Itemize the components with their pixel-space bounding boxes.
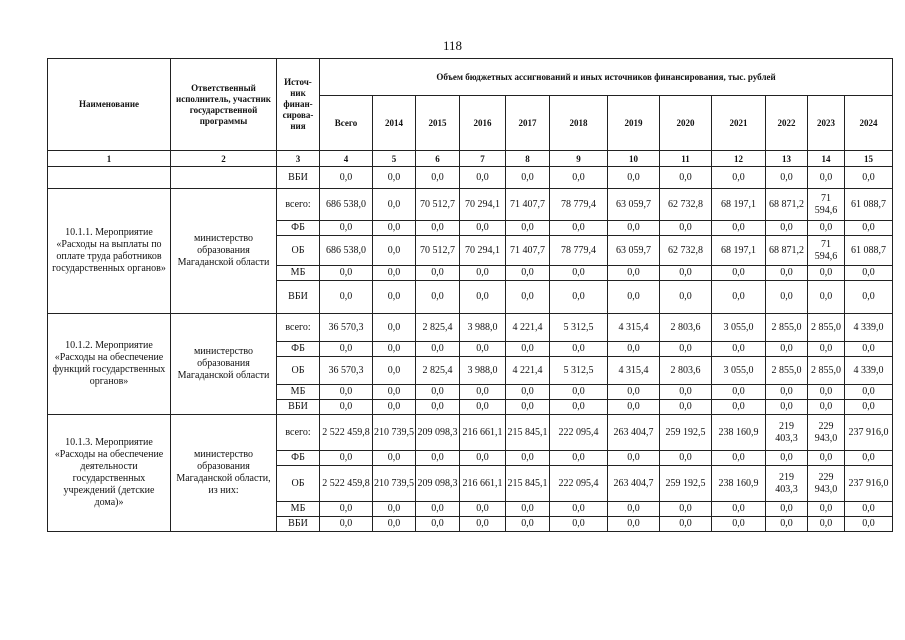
source-cell: всего: xyxy=(277,415,320,451)
year-value-cell: 0,0 xyxy=(608,517,660,532)
year-value-cell: 0,0 xyxy=(660,342,712,357)
measure-name: 10.1.3. Мероприятие «Расходы на обеспечение деятельности государственных учреждений (детские дома)» xyxy=(48,415,171,532)
year-value-cell: 0,0 xyxy=(550,281,608,314)
year-value-cell: 71 594,6 xyxy=(808,236,845,266)
total-cell: 36 570,3 xyxy=(320,357,373,385)
year-value-cell: 0,0 xyxy=(373,281,416,314)
year-value-cell: 4 339,0 xyxy=(845,357,893,385)
year-value-cell: 0,0 xyxy=(660,517,712,532)
year-value-cell: 229 943,0 xyxy=(808,415,845,451)
header-year: 2022 xyxy=(766,96,808,151)
year-value-cell: 0,0 xyxy=(506,451,550,466)
header-total: Всего xyxy=(320,96,373,151)
year-value-cell: 4 315,4 xyxy=(608,314,660,342)
year-value-cell: 0,0 xyxy=(766,385,808,400)
year-value-cell: 210 739,5 xyxy=(373,466,416,502)
year-value-cell: 0,0 xyxy=(712,385,766,400)
year-value-cell: 0,0 xyxy=(416,502,460,517)
total-cell: 0,0 xyxy=(320,281,373,314)
table-row xyxy=(48,189,893,221)
responsible-executor: министерство образования Магаданской области, из них: xyxy=(171,415,277,532)
year-value-cell: 0,0 xyxy=(808,281,845,314)
total-cell: 2 522 459,8 xyxy=(320,466,373,502)
source-cell: ВБИ xyxy=(277,281,320,314)
year-value-cell: 0,0 xyxy=(416,451,460,466)
year-value-cell: 0,0 xyxy=(373,189,416,221)
year-value-cell: 3 988,0 xyxy=(460,357,506,385)
source-cell: ОБ xyxy=(277,466,320,502)
year-value-cell: 0,0 xyxy=(608,281,660,314)
year-value-cell: 0,0 xyxy=(712,281,766,314)
year-value-cell: 237 916,0 xyxy=(845,466,893,502)
year-value-cell: 0,0 xyxy=(506,385,550,400)
year-value-cell: 237 916,0 xyxy=(845,415,893,451)
year-value-cell: 0,0 xyxy=(808,221,845,236)
year-value-cell: 0,0 xyxy=(416,281,460,314)
year-value-cell: 0,0 xyxy=(845,167,893,189)
year-value-cell: 68 197,1 xyxy=(712,189,766,221)
year-value-cell: 210 739,5 xyxy=(373,415,416,451)
header-year: 2016 xyxy=(460,96,506,151)
year-value-cell: 0,0 xyxy=(506,400,550,415)
year-value-cell: 0,0 xyxy=(845,451,893,466)
year-value-cell: 5 312,5 xyxy=(550,357,608,385)
year-value-cell: 0,0 xyxy=(373,221,416,236)
year-value-cell: 0,0 xyxy=(608,167,660,189)
year-value-cell: 0,0 xyxy=(416,221,460,236)
year-value-cell: 0,0 xyxy=(766,167,808,189)
year-value-cell: 219 403,3 xyxy=(766,415,808,451)
year-value-cell: 0,0 xyxy=(766,517,808,532)
year-value-cell: 63 059,7 xyxy=(608,189,660,221)
column-number: 9 xyxy=(550,151,608,167)
year-value-cell: 4 221,4 xyxy=(506,314,550,342)
year-value-cell: 0,0 xyxy=(416,266,460,281)
year-value-cell: 0,0 xyxy=(550,342,608,357)
source-cell: ВБИ xyxy=(277,517,320,532)
year-value-cell: 0,0 xyxy=(808,517,845,532)
responsible-executor: министерство образования Магаданской области xyxy=(171,189,277,314)
year-value-cell: 0,0 xyxy=(845,502,893,517)
header-year: 2018 xyxy=(550,96,608,151)
year-value-cell: 0,0 xyxy=(608,502,660,517)
year-value-cell: 0,0 xyxy=(460,266,506,281)
year-value-cell: 0,0 xyxy=(506,502,550,517)
year-value-cell: 0,0 xyxy=(460,502,506,517)
year-value-cell: 0,0 xyxy=(460,385,506,400)
year-value-cell: 216 661,1 xyxy=(460,466,506,502)
source-cell: ФБ xyxy=(277,451,320,466)
year-value-cell: 68 871,2 xyxy=(766,236,808,266)
year-value-cell: 3 055,0 xyxy=(712,314,766,342)
year-value-cell: 0,0 xyxy=(550,502,608,517)
year-value-cell: 0,0 xyxy=(506,281,550,314)
year-value-cell: 0,0 xyxy=(373,357,416,385)
year-value-cell: 2 803,6 xyxy=(660,314,712,342)
source-cell: ОБ xyxy=(277,357,320,385)
year-value-cell: 0,0 xyxy=(416,167,460,189)
source-cell: всего: xyxy=(277,314,320,342)
year-value-cell: 61 088,7 xyxy=(845,236,893,266)
year-value-cell: 0,0 xyxy=(660,281,712,314)
year-value-cell: 222 095,4 xyxy=(550,415,608,451)
year-value-cell: 0,0 xyxy=(373,385,416,400)
year-value-cell: 0,0 xyxy=(608,266,660,281)
source-cell: МБ xyxy=(277,385,320,400)
column-number: 7 xyxy=(460,151,506,167)
year-value-cell: 0,0 xyxy=(712,266,766,281)
year-value-cell: 0,0 xyxy=(373,517,416,532)
year-value-cell: 70 512,7 xyxy=(416,189,460,221)
year-value-cell: 0,0 xyxy=(845,266,893,281)
year-value-cell: 2 855,0 xyxy=(766,357,808,385)
source-cell: ФБ xyxy=(277,221,320,236)
year-value-cell: 70 512,7 xyxy=(416,236,460,266)
year-value-cell: 2 825,4 xyxy=(416,357,460,385)
year-value-cell: 215 845,1 xyxy=(506,466,550,502)
year-value-cell: 71 594,6 xyxy=(808,189,845,221)
year-value-cell: 0,0 xyxy=(373,502,416,517)
header-year: 2023 xyxy=(808,96,845,151)
year-value-cell: 61 088,7 xyxy=(845,189,893,221)
year-value-cell: 238 160,9 xyxy=(712,466,766,502)
year-value-cell: 0,0 xyxy=(550,400,608,415)
year-value-cell: 0,0 xyxy=(845,517,893,532)
year-value-cell: 0,0 xyxy=(712,400,766,415)
year-value-cell: 0,0 xyxy=(608,451,660,466)
column-number: 3 xyxy=(277,151,320,167)
year-value-cell: 0,0 xyxy=(660,400,712,415)
header-responsible: Ответственный исполнитель, участник государственной программы xyxy=(171,59,277,151)
column-number: 13 xyxy=(766,151,808,167)
total-cell: 36 570,3 xyxy=(320,314,373,342)
year-value-cell: 216 661,1 xyxy=(460,415,506,451)
year-value-cell: 0,0 xyxy=(373,342,416,357)
year-value-cell: 0,0 xyxy=(416,385,460,400)
source-cell: ВБИ xyxy=(277,400,320,415)
total-cell: 0,0 xyxy=(320,221,373,236)
total-cell: 0,0 xyxy=(320,167,373,189)
year-value-cell: 2 803,6 xyxy=(660,357,712,385)
total-cell: 0,0 xyxy=(320,451,373,466)
year-value-cell: 0,0 xyxy=(506,221,550,236)
year-value-cell: 68 197,1 xyxy=(712,236,766,266)
year-value-cell: 4 221,4 xyxy=(506,357,550,385)
year-value-cell: 0,0 xyxy=(460,167,506,189)
year-value-cell: 0,0 xyxy=(712,451,766,466)
column-number: 1 xyxy=(48,151,171,167)
year-value-cell: 0,0 xyxy=(766,266,808,281)
year-value-cell: 2 855,0 xyxy=(766,314,808,342)
year-value-cell: 0,0 xyxy=(416,342,460,357)
year-value-cell: 209 098,3 xyxy=(416,466,460,502)
year-value-cell: 0,0 xyxy=(766,281,808,314)
year-value-cell: 4 315,4 xyxy=(608,357,660,385)
empty-cell xyxy=(48,167,171,189)
year-value-cell: 0,0 xyxy=(373,236,416,266)
year-value-cell: 0,0 xyxy=(506,342,550,357)
year-value-cell: 71 407,7 xyxy=(506,189,550,221)
column-number: 12 xyxy=(712,151,766,167)
total-cell: 0,0 xyxy=(320,517,373,532)
total-cell: 0,0 xyxy=(320,400,373,415)
year-value-cell: 0,0 xyxy=(506,167,550,189)
year-value-cell: 70 294,1 xyxy=(460,236,506,266)
header-year: 2014 xyxy=(373,96,416,151)
year-value-cell: 0,0 xyxy=(550,167,608,189)
year-value-cell: 0,0 xyxy=(460,342,506,357)
year-value-cell: 0,0 xyxy=(460,281,506,314)
table-row xyxy=(48,415,893,451)
year-value-cell: 0,0 xyxy=(460,221,506,236)
year-value-cell: 0,0 xyxy=(766,400,808,415)
year-value-cell: 0,0 xyxy=(460,517,506,532)
year-value-cell: 0,0 xyxy=(506,266,550,281)
year-value-cell: 0,0 xyxy=(808,266,845,281)
year-value-cell: 0,0 xyxy=(550,221,608,236)
year-value-cell: 3 988,0 xyxy=(460,314,506,342)
total-cell: 686 538,0 xyxy=(320,189,373,221)
measure-name: 10.1.2. Мероприятие «Расходы на обеспечение функций государственных органов» xyxy=(48,314,171,415)
year-value-cell: 0,0 xyxy=(766,451,808,466)
column-number: 11 xyxy=(660,151,712,167)
year-value-cell: 263 404,7 xyxy=(608,415,660,451)
year-value-cell: 0,0 xyxy=(660,221,712,236)
year-value-cell: 0,0 xyxy=(808,502,845,517)
page-number: 118 xyxy=(442,38,463,53)
year-value-cell: 219 403,3 xyxy=(766,466,808,502)
total-cell: 686 538,0 xyxy=(320,236,373,266)
header-volume-caption: Объем бюджетных ассигнований и иных источников финансирования, тыс. рублей xyxy=(320,59,893,96)
year-value-cell: 0,0 xyxy=(550,451,608,466)
year-value-cell: 209 098,3 xyxy=(416,415,460,451)
year-value-cell: 0,0 xyxy=(550,266,608,281)
year-value-cell: 222 095,4 xyxy=(550,466,608,502)
year-value-cell: 63 059,7 xyxy=(608,236,660,266)
year-value-cell: 0,0 xyxy=(712,221,766,236)
year-value-cell: 0,0 xyxy=(373,400,416,415)
responsible-executor: министерство образования Магаданской области xyxy=(171,314,277,415)
year-value-cell: 0,0 xyxy=(506,517,550,532)
year-value-cell: 0,0 xyxy=(660,266,712,281)
header-year: 2015 xyxy=(416,96,460,151)
total-cell: 0,0 xyxy=(320,342,373,357)
source-cell: ОБ xyxy=(277,236,320,266)
header-name: Наименование xyxy=(48,59,171,151)
year-value-cell: 0,0 xyxy=(373,167,416,189)
year-value-cell: 229 943,0 xyxy=(808,466,845,502)
year-value-cell: 238 160,9 xyxy=(712,415,766,451)
year-value-cell: 259 192,5 xyxy=(660,415,712,451)
year-value-cell: 0,0 xyxy=(712,342,766,357)
year-value-cell: 0,0 xyxy=(845,342,893,357)
year-value-cell: 263 404,7 xyxy=(608,466,660,502)
total-cell: 0,0 xyxy=(320,266,373,281)
year-value-cell: 0,0 xyxy=(845,221,893,236)
total-cell: 2 522 459,8 xyxy=(320,415,373,451)
column-number: 5 xyxy=(373,151,416,167)
year-value-cell: 0,0 xyxy=(808,167,845,189)
column-number: 2 xyxy=(171,151,277,167)
year-value-cell: 215 845,1 xyxy=(506,415,550,451)
year-value-cell: 0,0 xyxy=(660,385,712,400)
year-value-cell: 0,0 xyxy=(373,314,416,342)
year-value-cell: 2 855,0 xyxy=(808,314,845,342)
source-cell: ВБИ xyxy=(277,167,320,189)
year-value-cell: 0,0 xyxy=(460,400,506,415)
source-cell: всего: xyxy=(277,189,320,221)
year-value-cell: 0,0 xyxy=(660,502,712,517)
year-value-cell: 0,0 xyxy=(808,400,845,415)
year-value-cell: 0,0 xyxy=(608,385,660,400)
column-number: 10 xyxy=(608,151,660,167)
header-year: 2020 xyxy=(660,96,712,151)
year-value-cell: 0,0 xyxy=(712,502,766,517)
year-value-cell: 2 825,4 xyxy=(416,314,460,342)
header-year: 2019 xyxy=(608,96,660,151)
year-value-cell: 0,0 xyxy=(660,167,712,189)
year-value-cell: 0,0 xyxy=(766,221,808,236)
header-year: 2024 xyxy=(845,96,893,151)
year-value-cell: 71 407,7 xyxy=(506,236,550,266)
table-body xyxy=(48,167,893,532)
year-value-cell: 0,0 xyxy=(845,281,893,314)
year-value-cell: 0,0 xyxy=(808,342,845,357)
year-value-cell: 62 732,8 xyxy=(660,236,712,266)
year-value-cell: 0,0 xyxy=(416,517,460,532)
header-year: 2021 xyxy=(712,96,766,151)
year-value-cell: 68 871,2 xyxy=(766,189,808,221)
year-value-cell: 0,0 xyxy=(416,400,460,415)
year-value-cell: 259 192,5 xyxy=(660,466,712,502)
year-value-cell: 2 855,0 xyxy=(808,357,845,385)
year-value-cell: 78 779,4 xyxy=(550,236,608,266)
budget-table xyxy=(47,58,893,532)
year-value-cell: 0,0 xyxy=(550,385,608,400)
year-value-cell: 70 294,1 xyxy=(460,189,506,221)
year-value-cell: 0,0 xyxy=(766,502,808,517)
source-cell: ФБ xyxy=(277,342,320,357)
column-number: 15 xyxy=(845,151,893,167)
year-value-cell: 0,0 xyxy=(808,451,845,466)
year-value-cell: 5 312,5 xyxy=(550,314,608,342)
year-value-cell: 0,0 xyxy=(550,517,608,532)
year-value-cell: 0,0 xyxy=(808,385,845,400)
year-value-cell: 0,0 xyxy=(712,167,766,189)
measure-name: 10.1.1. Мероприятие «Расходы на выплаты по оплате труда работников государственных органов» xyxy=(48,189,171,314)
year-value-cell: 0,0 xyxy=(845,385,893,400)
year-value-cell: 0,0 xyxy=(660,451,712,466)
empty-cell xyxy=(171,167,277,189)
total-cell: 0,0 xyxy=(320,502,373,517)
table-row xyxy=(48,314,893,342)
year-value-cell: 4 339,0 xyxy=(845,314,893,342)
column-number: 14 xyxy=(808,151,845,167)
year-value-cell: 0,0 xyxy=(608,221,660,236)
column-number: 4 xyxy=(320,151,373,167)
carry-over-row xyxy=(48,167,893,189)
header-source: Источ-ник финан-сирова-ния xyxy=(277,59,320,151)
year-value-cell: 3 055,0 xyxy=(712,357,766,385)
column-number-row xyxy=(48,151,893,167)
year-value-cell: 0,0 xyxy=(460,451,506,466)
column-number: 6 xyxy=(416,151,460,167)
year-value-cell: 0,0 xyxy=(373,266,416,281)
year-value-cell: 0,0 xyxy=(712,517,766,532)
source-cell: МБ xyxy=(277,266,320,281)
year-value-cell: 0,0 xyxy=(373,451,416,466)
year-value-cell: 78 779,4 xyxy=(550,189,608,221)
source-cell: МБ xyxy=(277,502,320,517)
header-year: 2017 xyxy=(506,96,550,151)
year-value-cell: 62 732,8 xyxy=(660,189,712,221)
column-number: 8 xyxy=(506,151,550,167)
year-value-cell: 0,0 xyxy=(608,400,660,415)
total-cell: 0,0 xyxy=(320,385,373,400)
year-value-cell: 0,0 xyxy=(608,342,660,357)
year-value-cell: 0,0 xyxy=(845,400,893,415)
year-value-cell: 0,0 xyxy=(766,342,808,357)
